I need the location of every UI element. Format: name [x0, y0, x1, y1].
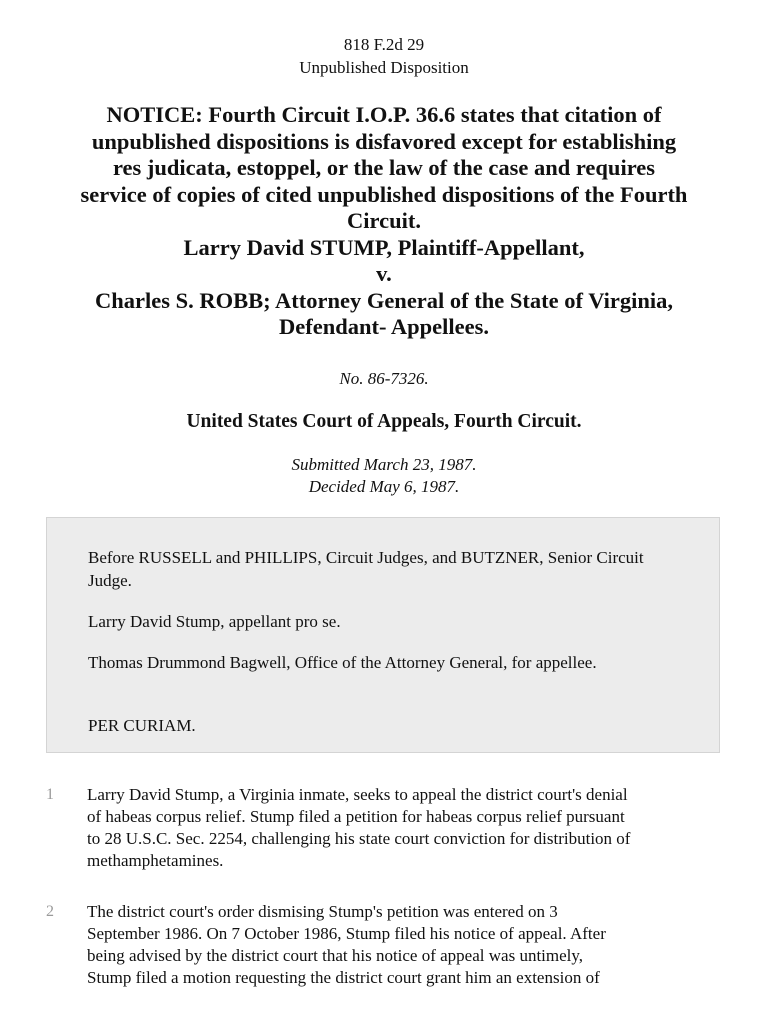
case-dates — [0, 454, 768, 498]
paragraph-text — [87, 784, 727, 872]
case-heading — [40, 102, 728, 341]
defendant-name: Charles S. ROBB; Attorney General of the State of Virginia, — [94, 287, 674, 313]
paragraph-number: 2 — [46, 903, 54, 920]
paragraph-line: methamphetamines. — [87, 851, 224, 870]
paragraph-line: of habeas corpus relief. Stump filed a petition for habeas corpus relief pursuant — [87, 807, 625, 826]
reporter-citation: 818 F.2d 29 — [343, 35, 425, 54]
paragraph-line: September 1986. On 7 October 1986, Stump filed his notice of appeal. After — [87, 924, 606, 943]
versus-label: v. — [376, 261, 392, 286]
paragraph-line: The district court's order dismising Stump's petition was entered on 3 — [87, 902, 558, 921]
paragraph-number: 1 — [46, 786, 54, 803]
appellee-counsel: Thomas Drummond Bagwell, Office of the Attorney General, for appellee. — [88, 653, 597, 672]
docket-number: No. 86-7326. — [339, 369, 429, 388]
plaintiff-name: Larry David STUMP, Plaintiff-Appellant, — [183, 234, 585, 260]
decided-date: Decided May 6, 1987. — [308, 477, 460, 496]
judges-line: Before RUSSELL and PHILLIPS, Circuit Judges, and BUTZNER, Senior Circuit Judge. — [88, 548, 644, 590]
defendant-role: Defendant- Appellees. — [279, 314, 489, 339]
paragraph-line: to 28 U.S.C. Sec. 2254, challenging his state court conviction for distribution of — [87, 829, 631, 848]
per-curiam: PER CURIAM. — [88, 716, 196, 735]
citation-header — [0, 33, 768, 79]
notice-line: unpublished dispositions is disfavored except for establishing — [91, 128, 677, 154]
paragraph-line: Stump filed a motion requesting the district court grant him an extension of — [87, 968, 600, 987]
notice-line: NOTICE: Fourth Circuit I.O.P. 36.6 states that citation of — [106, 102, 662, 127]
paragraph-text — [87, 901, 727, 989]
disposition-label: Unpublished Disposition — [299, 58, 469, 77]
paragraph-line: being advised by the district court that his notice of appeal was untimely, — [87, 946, 584, 965]
notice-line: Circuit. — [347, 208, 421, 233]
court-name: United States Court of Appeals, Fourth Circuit. — [186, 411, 582, 432]
appellant-counsel: Larry David Stump, appellant pro se. — [88, 612, 341, 631]
counsel-panel — [46, 517, 720, 753]
notice-line: res judicata, estoppel, or the law of the case and requires — [112, 155, 656, 180]
notice-line: service of copies of cited unpublished dispositions of the Fourth — [80, 181, 688, 207]
submitted-date: Submitted March 23, 1987. — [291, 455, 477, 474]
paragraph-line: Larry David Stump, a Virginia inmate, seeks to appeal the district court's denial — [87, 785, 628, 804]
